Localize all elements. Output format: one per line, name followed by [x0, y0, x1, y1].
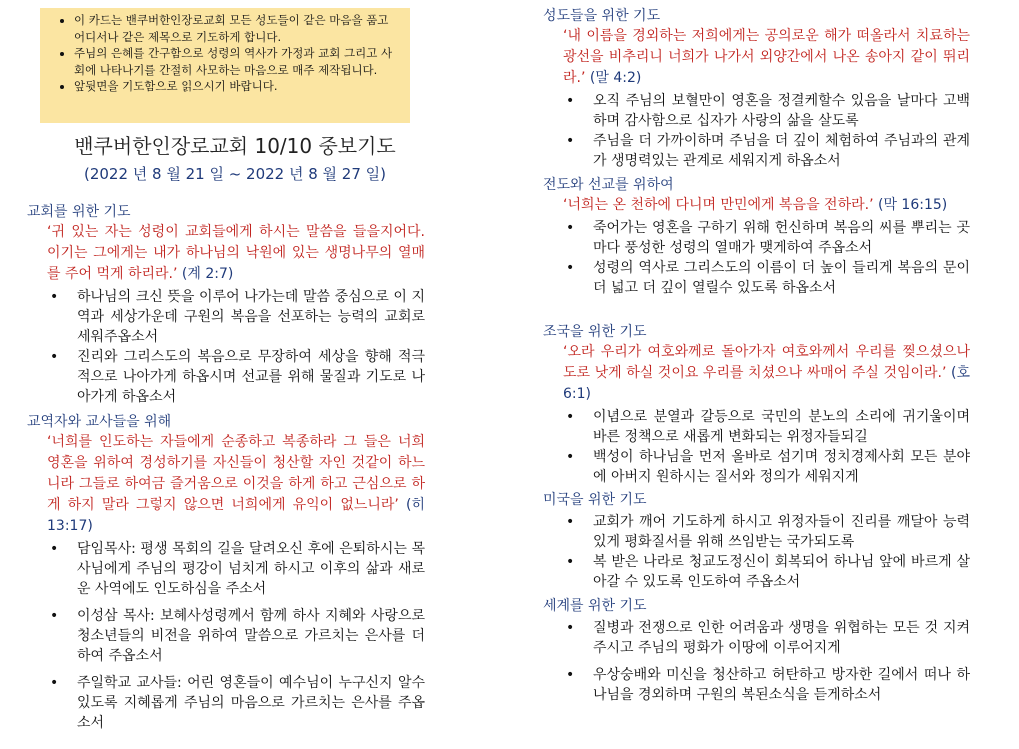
verse-text: ‘내 이름을 경외하는 저희에게는 공의로운 해가 떠올라서 치료하는 광선을 비추리니 너희가 나가서 외양간에서 나온 송아지 같이 뛰리라.’ [563, 28, 970, 86]
scripture-verse [27, 432, 425, 537]
page-title: 밴쿠버한인장로교회 10/10 중보기도 [74, 134, 396, 158]
prayer-item: • 오직 주님의 보혈만이 영혼을 정결케할수 있음을 날마다 고백하며 감사함으로 십자가 사랑의 삶을 살도록 [593, 91, 970, 131]
notice-item: • 이 카드는 밴쿠버한인장로교회 모든 성도들이 같은 마음을 품고 어디서나 같은 제목으로 기도하게 합니다. [74, 12, 402, 45]
section-heading: 성도들을 위한 기도 [543, 8, 661, 24]
prayer-item: • 진리와 그리스도의 복음으로 무장하여 세상을 향해 적극적으로 나아가게 하옵시며 선교를 위해 물질과 기도로 나아가게 하옵소서 [77, 347, 425, 407]
prayer-item: • 이념으로 분열과 갈등으로 국민의 분노의 소리에 귀기울이며 바른 정책으로 새롭게 변화되는 위정자들되길 [593, 407, 970, 447]
prayer-item: • 복 받은 나라로 청교도정신이 회복되어 하나님 앞에 바르게 살아갈 수 있도록 인도하여 주옵소서 [593, 552, 970, 592]
prayer-item: • 질병과 전쟁으로 인한 어려움과 생명을 위협하는 모든 것 지켜주시고 주님의 평화가 이땅에 이루어지게 [593, 618, 970, 658]
section-pastors [27, 413, 425, 740]
scripture-verse [543, 342, 970, 405]
prayer-item: • 성령의 역사로 그리스도의 이름이 더 높이 들리게 복음의 문이 더 넓고 더 깊이 열릴수 있도록 하옵소서 [593, 258, 970, 298]
prayer-list [27, 287, 425, 407]
prayer-list [27, 539, 425, 733]
verse-text: ‘오라 우리가 여호와께로 돌아가자 여호와께서 우리를 찢으셨으나 도로 낫게 하실 것이요 우리를 치셨으나 싸매어 주실 것임이라.’ [563, 344, 970, 381]
section-heading: 전도와 선교를 위하여 [543, 177, 674, 193]
section-church [27, 203, 425, 407]
section-homeland [543, 323, 970, 487]
prayer-item: • 죽어가는 영혼을 구하기 위해 헌신하며 복음의 씨를 뿌리는 곳마다 풍성한 성령의 열매가 맺게하여 주옵소서 [593, 218, 970, 258]
notice-item: • 앞뒷면을 기도함으로 읽으시기 바랍니다. [74, 78, 402, 95]
verse-text: ‘너희를 인도하는 자들에게 순종하고 복종하라 그 들은 너희 영혼을 위하여 경성하기를 자신들이 청산할 자인 것같이 하느니라 그들로 하여금 즐거움으로 이것을 하게 하고 근심으로 하게 하지 말라 그렇지 않으면 너희에게 유익이 없느니라’ [47, 434, 425, 513]
prayer-item: • 주일학교 교사들: 어린 영혼들이 예수님이 누구신지 알수있도록 지혜롭게 주님의 마음으로 가르치는 은사를 주옵소서 [77, 673, 425, 733]
date-range: (2022 년 8 월 21 일 ~ 2022 년 8 월 27 일) [83, 165, 387, 183]
section-world [543, 597, 970, 712]
section-usa [543, 491, 970, 592]
section-heading: 세계를 위한 기도 [543, 598, 647, 614]
verse-reference: (계 2:7) [181, 266, 234, 282]
verse-reference: (말 4:2) [589, 70, 642, 86]
prayer-item: • 우상숭배와 미신을 청산하고 허탄하고 방자한 길에서 떠나 하나님을 경외하며 구원의 복된소식을 듣게하소서 [593, 665, 970, 705]
notice-item: • 주님의 은혜를 간구함으로 성령의 역사가 가정과 교회 그리고 사회에 나타나기를 간절히 사모하는 마음으로 매주 제작됩니다. [74, 45, 402, 78]
prayer-list [543, 91, 970, 171]
verse-reference: (호 6:1) [563, 365, 970, 402]
section-heading: 교회를 위한 기도 [27, 204, 131, 220]
verse-text: ‘귀 있는 자는 성령이 교회들에게 하시는 말씀을 들을지어다. 이기는 그에게는 내가 하나님의 낙원에 있는 생명나무의 열매를 주어 먹게 하리라.’ [47, 224, 425, 282]
verse-reference: (막 16:15) [877, 197, 948, 213]
section-heading: 미국을 위한 기도 [543, 492, 647, 508]
prayer-item: • 백성이 하나님을 먼저 올바로 섬기며 정치경제사회 모든 분야에 아버지 원하시는 질서와 정의가 세워지게 [593, 447, 970, 487]
prayer-item: • 이성삼 목사: 보혜사성령께서 함께 하사 지혜와 사랑으로 청소년들의 비전을 위하여 말씀으로 가르치는 은사를 더하여 주옵소서 [77, 606, 425, 666]
section-members [543, 7, 970, 171]
prayer-item: • 주님을 더 가까이하며 주님을 더 깊이 체험하여 주님과의 관계가 생명력있는 관계로 세워지게 하옵소서 [593, 131, 970, 171]
verse-text: ‘너희는 온 천하에 다니며 만민에게 복음을 전하라.’ [563, 197, 874, 213]
prayer-item: • 하나님의 크신 뜻을 이루어 나가는데 말씀 중심으로 이 지역과 세상가운데 구원의 복음을 선포하는 능력의 교회로 세워주옵소서 [77, 287, 425, 347]
scripture-verse [543, 195, 970, 216]
section-heading: 교역자와 교사들을 위해 [27, 414, 172, 430]
prayer-list [543, 407, 970, 487]
section-evangelism [543, 176, 970, 298]
prayer-item: • 교회가 깨어 기도하게 하시고 위정자들이 진리를 깨달아 능력있게 평화질서를 위해 쓰임받는 국가되도록 [593, 512, 970, 552]
prayer-list [543, 218, 970, 298]
prayer-item: • 담임목사: 평생 목회의 길을 달려오신 후에 은퇴하시는 목사님에게 주님의 평강이 넘치게 하시고 이후의 삶과 새로운 사역에도 인도하심을 주소서 [77, 539, 425, 599]
verse-reference: (히 13:17) [47, 497, 425, 534]
prayer-list [543, 512, 970, 592]
section-heading: 조국을 위한 기도 [543, 324, 647, 340]
prayer-list [543, 618, 970, 705]
notice-box [40, 8, 410, 123]
scripture-verse [543, 26, 970, 89]
scripture-verse [27, 222, 425, 285]
